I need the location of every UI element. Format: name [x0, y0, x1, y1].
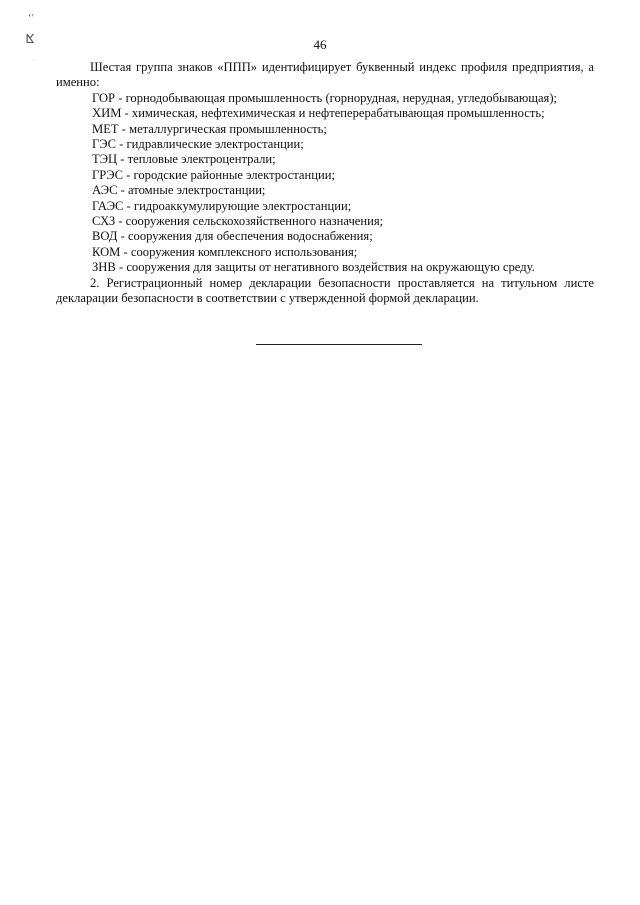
profile-code: ГЭС: [92, 137, 116, 152]
profile-code: ГОР: [92, 90, 116, 105]
scan-artifact-mark: ʻ': [28, 13, 34, 24]
profile-code: ТЭЦ: [92, 152, 118, 167]
profile-code: ГРЭС: [92, 167, 123, 182]
profile-description: горнодобывающая промышленность (горнорудная, нерудная, угледобывающая);: [125, 90, 558, 105]
separator: -: [115, 90, 126, 105]
profile-code: СХЗ: [92, 214, 116, 229]
scan-artifact-mark: ·: [33, 58, 35, 64]
separator: -: [117, 183, 128, 198]
profile-description: гидравлические электростанции;: [126, 137, 304, 152]
separator: -: [115, 260, 127, 275]
profile-description: городские районные электростанции;: [133, 167, 335, 182]
profile-code: МЕТ: [92, 121, 119, 136]
profile-code: ГАЭС: [92, 198, 124, 213]
profile-description: сооружения для обеспечения водоснабжения;: [127, 229, 373, 244]
profile-description: гидроаккумулирующие электростанции;: [133, 198, 352, 213]
list-item: [92, 183, 594, 198]
separator: -: [121, 106, 132, 121]
profile-code: ЗНВ: [92, 260, 116, 275]
list-item: [92, 214, 594, 229]
list-item: [92, 168, 594, 183]
section-divider: [256, 344, 422, 345]
profile-description: химическая, нефтехимическая и нефтеперерабатывающая промышленность;: [131, 106, 545, 121]
list-item: [92, 199, 594, 214]
profile-index-list: [56, 91, 594, 276]
profile-code: ХИМ: [92, 106, 122, 121]
list-item: [92, 106, 594, 121]
profile-code: АЭС: [92, 183, 118, 198]
intro-paragraph: Шестая группа знаков «ППП» идентифицирует буквенный индекс профиля предприятия, а именно:: [56, 60, 594, 90]
separator: -: [123, 198, 134, 213]
separator: -: [117, 229, 128, 244]
separator: -: [123, 167, 134, 182]
separator: -: [118, 121, 130, 136]
profile-description: сооружения комплексного использования;: [130, 244, 358, 259]
list-item: [92, 229, 594, 244]
scan-artifact-mark: ⴿ: [26, 32, 35, 46]
profile-description: атомные электростанции;: [128, 183, 266, 198]
profile-code: ВОД: [92, 229, 118, 244]
profile-description: сооружения сельскохозяйственного назначения;: [125, 214, 384, 229]
list-item: [92, 260, 594, 275]
list-item: [92, 245, 594, 260]
profile-description: тепловые электроцентрали;: [127, 152, 276, 167]
list-item: [92, 152, 594, 167]
document-body: [56, 60, 594, 307]
profile-description: металлургическая промышленность;: [129, 121, 327, 136]
separator: -: [116, 137, 127, 152]
profile-code: КОМ: [92, 244, 121, 259]
page-number: 46: [313, 37, 327, 52]
separator: -: [120, 244, 131, 259]
separator: -: [115, 214, 126, 229]
list-item: [92, 137, 594, 152]
profile-description: сооружения для защиты от негативного воздействия на окружающую среду.: [126, 260, 535, 275]
registration-paragraph: 2. Регистрационный номер декларации безопасности проставляется на титульном листе декларации безопасности в соответствии с утвержденной формой декларации.: [56, 275, 594, 306]
list-item: [92, 91, 594, 106]
separator: -: [117, 152, 128, 167]
list-item: [92, 122, 594, 137]
